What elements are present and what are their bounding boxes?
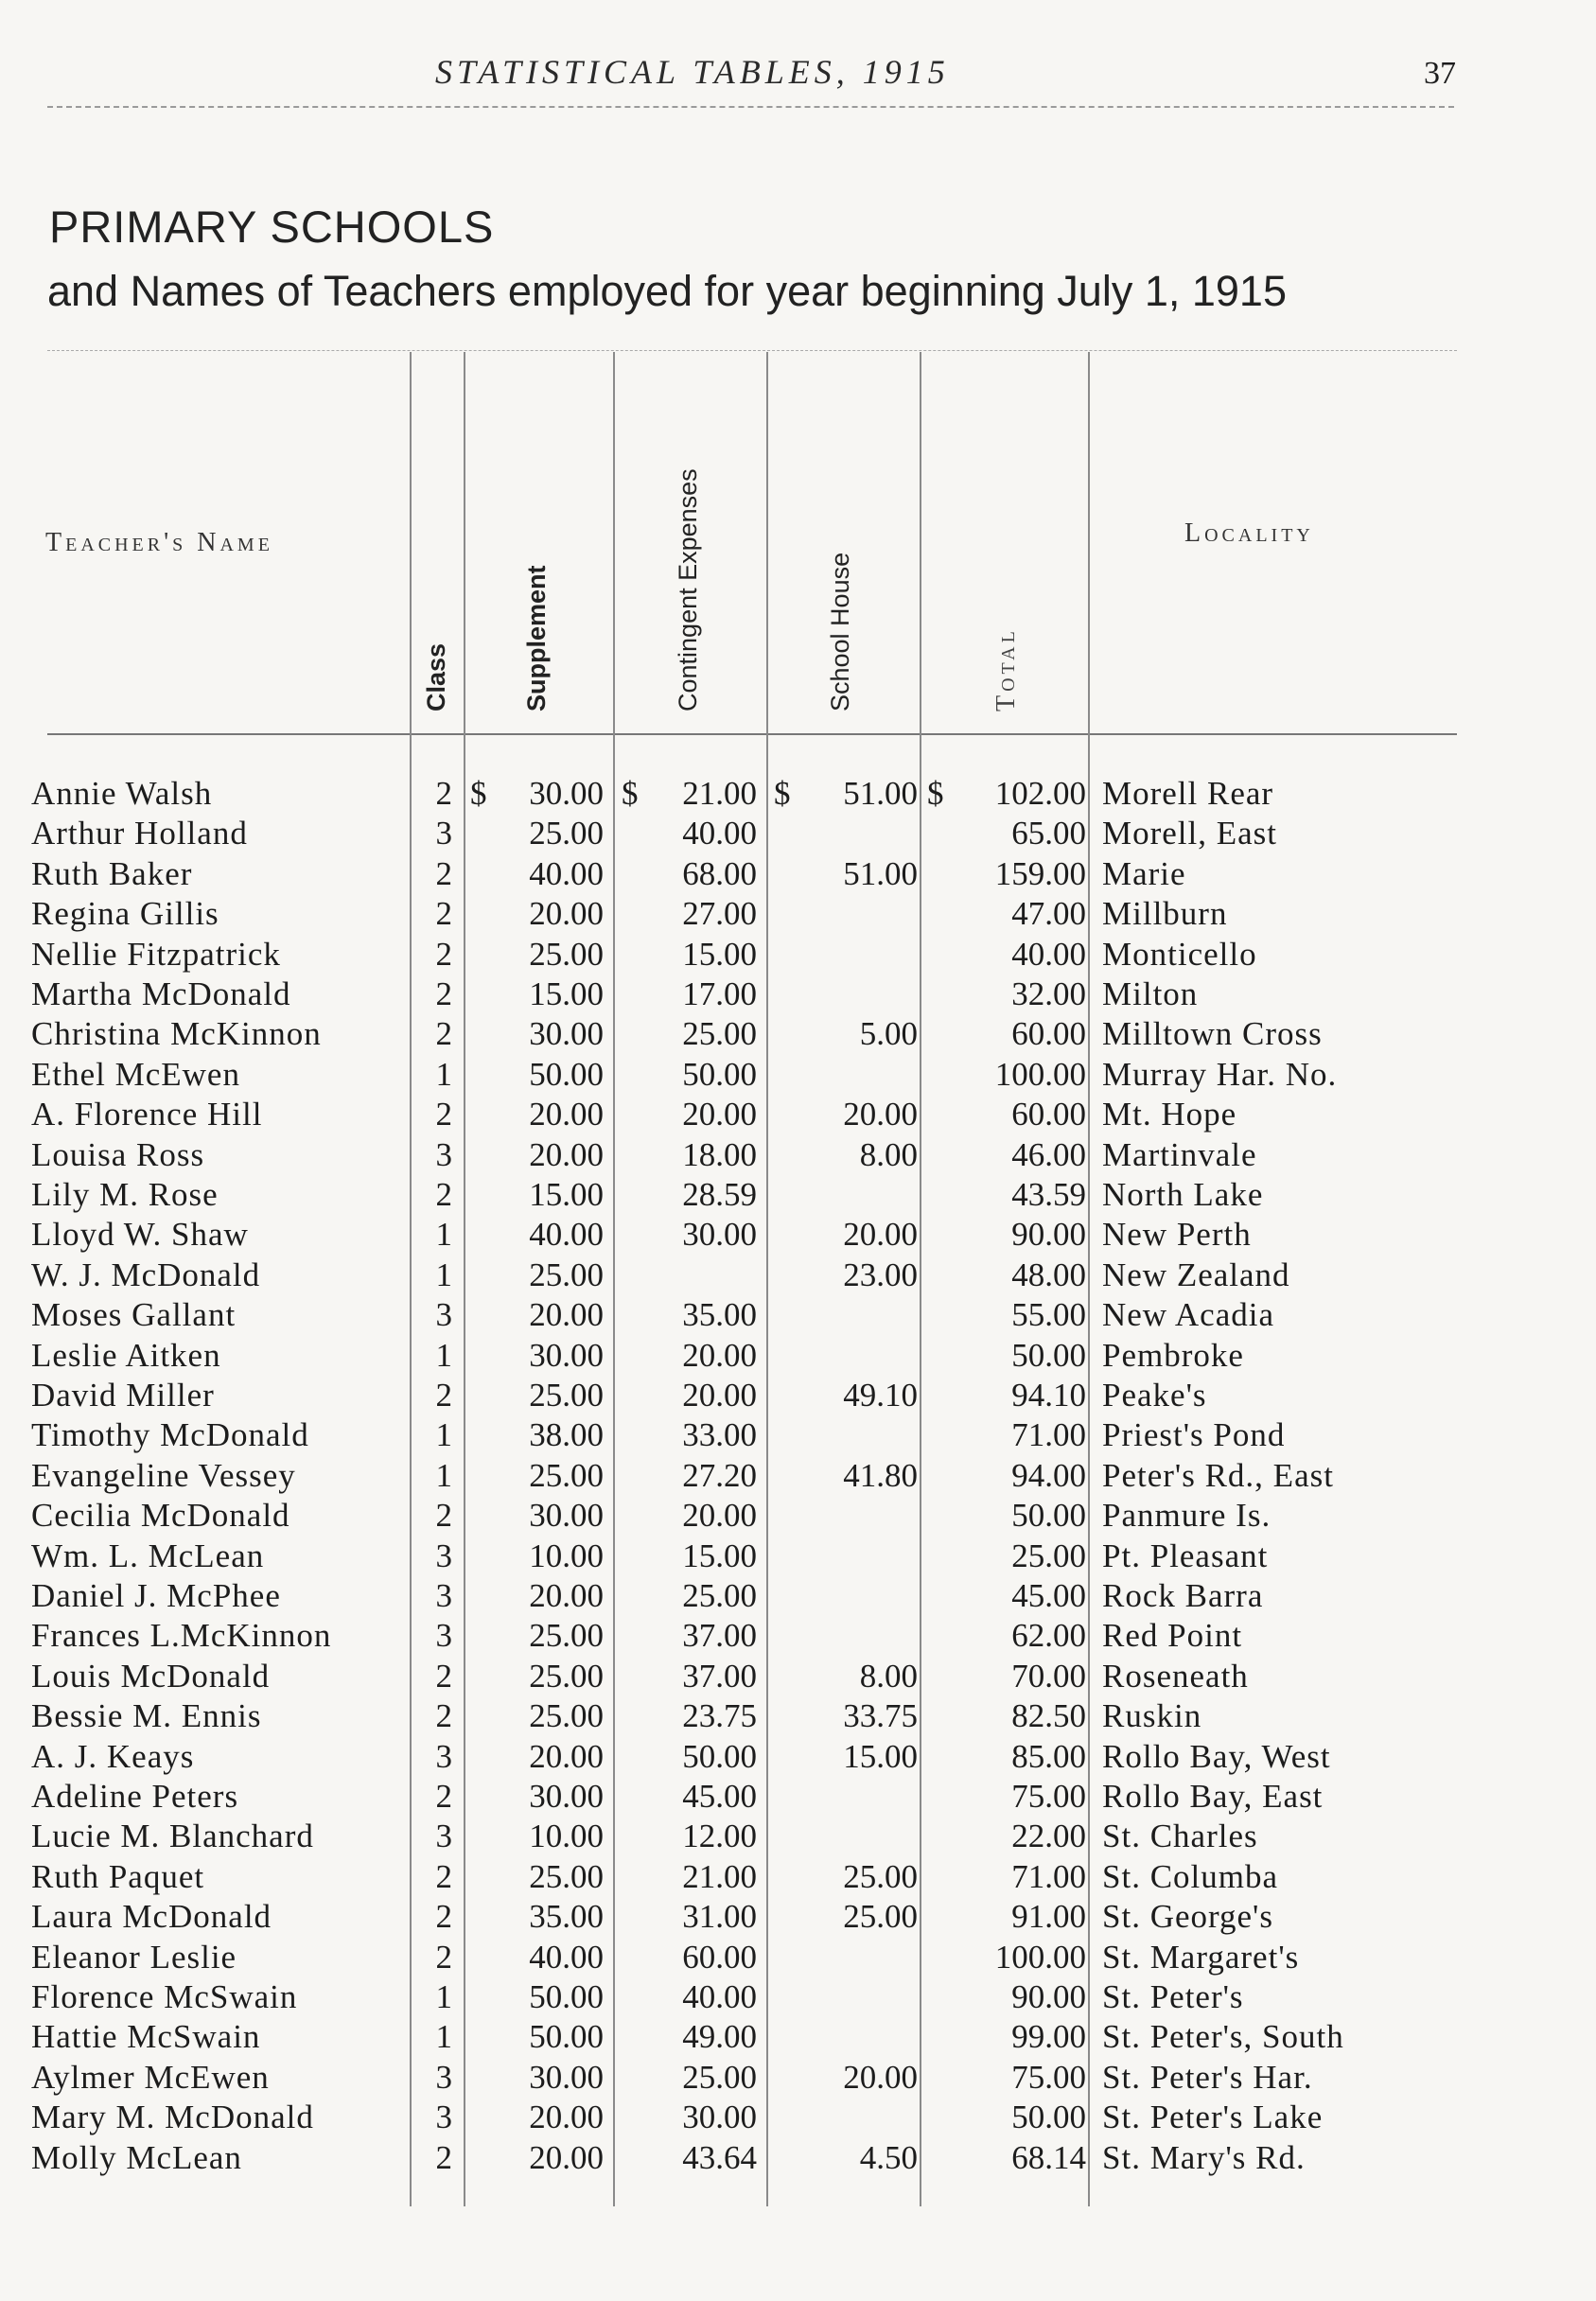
supplement-cell: 25.00 — [529, 1697, 604, 1735]
teacher-name-cell: Annie Walsh — [31, 775, 213, 812]
school-house-cell: 5.00 — [859, 1015, 918, 1053]
total-cell: 32.00 — [1011, 975, 1086, 1012]
school-house-cell: 25.00 — [843, 1898, 918, 1936]
class-cell: 2 — [435, 975, 452, 1012]
class-cell: 2 — [435, 1938, 452, 1976]
contingent-cell: 28.59 — [682, 1176, 757, 1213]
page-number: 37 — [1424, 56, 1456, 91]
supplement-cell: 20.00 — [529, 895, 604, 933]
currency-symbol: $ — [774, 775, 791, 812]
total-cell: 65.00 — [1011, 815, 1086, 852]
header-school-house: School House — [826, 552, 854, 711]
table-row — [0, 1616, 1596, 1656]
supplement-cell: 25.00 — [529, 1456, 604, 1494]
total-cell: 99.00 — [1011, 2018, 1086, 2056]
teacher-name-cell: David Miller — [31, 1377, 215, 1414]
locality-cell: Rollo Bay, East — [1102, 1778, 1324, 1815]
class-cell: 1 — [435, 1055, 452, 1093]
teacher-name-cell: Eleanor Leslie — [31, 1938, 237, 1976]
total-cell: 40.00 — [1011, 935, 1086, 973]
locality-cell: Milltown Cross — [1102, 1015, 1323, 1053]
locality-cell: Red Point — [1102, 1617, 1243, 1655]
class-cell: 3 — [435, 2058, 452, 2096]
teacher-name-cell: Evangeline Vessey — [31, 1456, 296, 1494]
class-cell: 3 — [435, 1818, 452, 1855]
locality-cell: North Lake — [1102, 1176, 1264, 1213]
page-title: PRIMARY SCHOOLS — [49, 202, 495, 252]
class-cell: 3 — [435, 815, 452, 852]
supplement-cell: 25.00 — [529, 1857, 604, 1895]
contingent-cell: 49.00 — [682, 2018, 757, 2056]
class-cell: 3 — [435, 1577, 452, 1614]
total-cell: 71.00 — [1011, 1416, 1086, 1454]
table-row — [0, 1256, 1596, 1295]
class-cell: 1 — [435, 1978, 452, 2015]
teacher-name-cell: Nellie Fitzpatrick — [31, 935, 281, 973]
class-cell: 3 — [435, 1537, 452, 1574]
table-row — [0, 1135, 1596, 1175]
teacher-name-cell: Timothy McDonald — [31, 1416, 309, 1454]
total-cell: 60.00 — [1011, 1015, 1086, 1053]
contingent-cell: 23.75 — [682, 1697, 757, 1735]
locality-cell: Milton — [1102, 975, 1199, 1012]
supplement-cell: 10.00 — [529, 1537, 604, 1574]
table-header-rule — [47, 733, 1457, 735]
total-cell: 25.00 — [1011, 1537, 1086, 1574]
table-row — [0, 1938, 1596, 1977]
school-house-cell: 20.00 — [843, 1216, 918, 1254]
table-row — [0, 814, 1596, 853]
class-cell: 3 — [435, 2099, 452, 2136]
supplement-cell: 40.00 — [529, 1216, 604, 1254]
table-row — [0, 1537, 1596, 1576]
teacher-name-cell: Lloyd W. Shaw — [31, 1216, 249, 1254]
class-cell: 2 — [435, 935, 452, 973]
table-row — [0, 975, 1596, 1014]
contingent-cell: 25.00 — [682, 1577, 757, 1614]
class-cell: 2 — [435, 775, 452, 812]
contingent-cell: 27.20 — [682, 1456, 757, 1494]
locality-cell: New Acadia — [1102, 1296, 1275, 1334]
school-house-cell: 23.00 — [843, 1256, 918, 1293]
contingent-cell: 27.00 — [682, 895, 757, 933]
table-row — [0, 1897, 1596, 1937]
class-cell: 2 — [435, 1096, 452, 1133]
supplement-cell: 30.00 — [529, 1778, 604, 1815]
supplement-cell: 50.00 — [529, 2018, 604, 2056]
contingent-cell: 33.00 — [682, 1416, 757, 1454]
supplement-cell: 25.00 — [529, 1377, 604, 1414]
teacher-name-cell: Adeline Peters — [31, 1778, 239, 1815]
table-row — [0, 935, 1596, 975]
total-cell: 102.00 — [994, 775, 1086, 812]
supplement-cell: 25.00 — [529, 1657, 604, 1695]
total-cell: 55.00 — [1011, 1296, 1086, 1334]
locality-cell: New Zealand — [1102, 1256, 1290, 1293]
supplement-cell: 20.00 — [529, 2099, 604, 2136]
class-cell: 1 — [435, 1256, 452, 1293]
school-house-cell: 8.00 — [859, 1657, 918, 1695]
locality-cell: St. Peter's, South — [1102, 2018, 1344, 2056]
supplement-cell: 50.00 — [529, 1055, 604, 1093]
table-row — [0, 1977, 1596, 2017]
table-row — [0, 854, 1596, 894]
class-cell: 3 — [435, 1737, 452, 1775]
teacher-name-cell: Martha McDonald — [31, 975, 291, 1012]
total-cell: 50.00 — [1011, 1497, 1086, 1535]
contingent-cell: 18.00 — [682, 1135, 757, 1173]
table-row — [0, 1175, 1596, 1215]
class-cell: 3 — [435, 1296, 452, 1334]
class-cell: 1 — [435, 1216, 452, 1254]
class-cell: 2 — [435, 895, 452, 933]
supplement-cell: 25.00 — [529, 815, 604, 852]
contingent-cell: 31.00 — [682, 1898, 757, 1936]
contingent-cell: 25.00 — [682, 1015, 757, 1053]
total-cell: 46.00 — [1011, 1135, 1086, 1173]
supplement-cell: 40.00 — [529, 1938, 604, 1976]
table-row — [0, 1696, 1596, 1736]
table-row — [0, 1014, 1596, 1054]
contingent-cell: 60.00 — [682, 1938, 757, 1976]
supplement-cell: 15.00 — [529, 975, 604, 1012]
header-rule — [47, 106, 1454, 108]
school-house-cell: 51.00 — [843, 775, 918, 812]
class-cell: 2 — [435, 854, 452, 892]
teacher-name-cell: Arthur Holland — [31, 815, 248, 852]
school-house-cell: 41.80 — [843, 1456, 918, 1494]
teacher-name-cell: Moses Gallant — [31, 1296, 237, 1334]
locality-cell: St. Peter's Lake — [1102, 2099, 1324, 2136]
locality-cell: Martinvale — [1102, 1135, 1257, 1173]
teacher-name-cell: Leslie Aitken — [31, 1336, 221, 1374]
table-row — [0, 894, 1596, 934]
total-cell: 47.00 — [1011, 895, 1086, 933]
contingent-cell: 20.00 — [682, 1497, 757, 1535]
header-supplement: Supplement — [522, 565, 551, 711]
locality-cell: Marie — [1102, 854, 1186, 892]
supplement-cell: 30.00 — [529, 775, 604, 812]
table-row — [0, 1055, 1596, 1095]
supplement-cell: 10.00 — [529, 1818, 604, 1855]
total-cell: 159.00 — [994, 854, 1086, 892]
total-cell: 60.00 — [1011, 1096, 1086, 1133]
total-cell: 68.14 — [1011, 2138, 1086, 2176]
teacher-name-cell: Wm. L. McLean — [31, 1537, 265, 1574]
teacher-name-cell: W. J. McDonald — [31, 1256, 261, 1293]
currency-symbol: $ — [470, 775, 487, 812]
contingent-cell: 17.00 — [682, 975, 757, 1012]
teacher-name-cell: Molly McLean — [31, 2138, 242, 2176]
total-cell: 43.59 — [1011, 1176, 1086, 1213]
teacher-name-cell: Louisa Ross — [31, 1135, 205, 1173]
table-row — [0, 774, 1596, 814]
table-row — [0, 1496, 1596, 1536]
total-cell: 48.00 — [1011, 1256, 1086, 1293]
teacher-name-cell: A. J. Keays — [31, 1737, 195, 1775]
total-cell: 71.00 — [1011, 1857, 1086, 1895]
locality-cell: Morell Rear — [1102, 775, 1274, 812]
supplement-cell: 40.00 — [529, 854, 604, 892]
locality-cell: St. Mary's Rd. — [1102, 2138, 1306, 2176]
teacher-name-cell: Ruth Baker — [31, 854, 193, 892]
school-house-cell: 4.50 — [859, 2138, 918, 2176]
teacher-name-cell: Christina McKinnon — [31, 1015, 322, 1053]
contingent-cell: 30.00 — [682, 2099, 757, 2136]
supplement-cell: 25.00 — [529, 1256, 604, 1293]
school-house-cell: 49.10 — [843, 1377, 918, 1414]
running-header — [0, 52, 1596, 99]
supplement-cell: 20.00 — [529, 1096, 604, 1133]
table-row — [0, 1336, 1596, 1376]
table-row — [0, 1415, 1596, 1455]
school-house-cell: 51.00 — [843, 854, 918, 892]
currency-symbol: $ — [927, 775, 944, 812]
table-row — [0, 1857, 1596, 1897]
table-row — [0, 2098, 1596, 2137]
contingent-cell: 35.00 — [682, 1296, 757, 1334]
teacher-name-cell: Lily M. Rose — [31, 1176, 219, 1213]
table-top-rule — [47, 350, 1457, 351]
contingent-cell: 21.00 — [682, 1857, 757, 1895]
class-cell: 3 — [435, 1135, 452, 1173]
contingent-cell: 40.00 — [682, 815, 757, 852]
locality-cell: Roseneath — [1102, 1657, 1249, 1695]
total-cell: 70.00 — [1011, 1657, 1086, 1695]
teacher-name-cell: Ruth Paquet — [31, 1857, 205, 1895]
class-cell: 2 — [435, 1657, 452, 1695]
locality-cell: St. Margaret's — [1102, 1938, 1300, 1976]
header-teacher-name: Teacher's Name — [45, 528, 273, 557]
total-cell: 90.00 — [1011, 1216, 1086, 1254]
class-cell: 2 — [435, 1377, 452, 1414]
school-house-cell: 20.00 — [843, 2058, 918, 2096]
table-row — [0, 2138, 1596, 2178]
class-cell: 2 — [435, 1778, 452, 1815]
contingent-cell: 20.00 — [682, 1336, 757, 1374]
locality-cell: Peter's Rd., East — [1102, 1456, 1334, 1494]
total-cell: 90.00 — [1011, 1978, 1086, 2015]
contingent-cell: 50.00 — [682, 1055, 757, 1093]
contingent-cell: 40.00 — [682, 1978, 757, 2015]
page-subtitle: and Names of Teachers employed for year beginning July 1, 1915 — [47, 267, 1287, 315]
class-cell: 3 — [435, 1617, 452, 1655]
running-title: STATISTICAL TABLES, 1915 — [435, 53, 950, 91]
supplement-cell: 30.00 — [529, 1015, 604, 1053]
locality-cell: Rock Barra — [1102, 1577, 1264, 1614]
total-cell: 45.00 — [1011, 1577, 1086, 1614]
class-cell: 2 — [435, 1176, 452, 1213]
total-cell: 100.00 — [994, 1938, 1086, 1976]
contingent-cell: 50.00 — [682, 1737, 757, 1775]
supplement-cell: 25.00 — [529, 935, 604, 973]
total-cell: 75.00 — [1011, 1778, 1086, 1815]
supplement-cell: 20.00 — [529, 1296, 604, 1334]
locality-cell: Ruskin — [1102, 1697, 1202, 1735]
contingent-cell: 12.00 — [682, 1818, 757, 1855]
teacher-name-cell: Florence McSwain — [31, 1978, 298, 2015]
locality-cell: St. Columba — [1102, 1857, 1279, 1895]
table-row — [0, 1777, 1596, 1817]
supplement-cell: 25.00 — [529, 1617, 604, 1655]
total-cell: 22.00 — [1011, 1818, 1086, 1855]
locality-cell: Rollo Bay, West — [1102, 1737, 1331, 1775]
supplement-cell: 15.00 — [529, 1176, 604, 1213]
teacher-name-cell: Bessie M. Ennis — [31, 1697, 262, 1735]
contingent-cell: 45.00 — [682, 1778, 757, 1815]
table-row — [0, 1817, 1596, 1856]
school-house-cell: 20.00 — [843, 1096, 918, 1133]
contingent-cell: 15.00 — [682, 1537, 757, 1574]
table-row — [0, 1576, 1596, 1616]
teacher-name-cell: Laura McDonald — [31, 1898, 272, 1936]
total-cell: 50.00 — [1011, 2099, 1086, 2136]
table-row — [0, 1295, 1596, 1335]
locality-cell: Pembroke — [1102, 1336, 1244, 1374]
table-row — [0, 1657, 1596, 1696]
currency-symbol: $ — [622, 775, 639, 812]
contingent-cell: 20.00 — [682, 1096, 757, 1133]
total-cell: 62.00 — [1011, 1617, 1086, 1655]
school-house-cell: 15.00 — [843, 1737, 918, 1775]
locality-cell: St. Peter's Har. — [1102, 2058, 1313, 2096]
class-cell: 1 — [435, 2018, 452, 2056]
contingent-cell: 37.00 — [682, 1657, 757, 1695]
locality-cell: Pt. Pleasant — [1102, 1537, 1269, 1574]
header-locality: Locality — [1184, 518, 1314, 548]
supplement-cell: 50.00 — [529, 1978, 604, 2015]
contingent-cell: 25.00 — [682, 2058, 757, 2096]
locality-cell: Murray Har. No. — [1102, 1055, 1338, 1093]
contingent-cell: 68.00 — [682, 854, 757, 892]
supplement-cell: 38.00 — [529, 1416, 604, 1454]
locality-cell: Peake's — [1102, 1377, 1207, 1414]
teacher-name-cell: Daniel J. McPhee — [31, 1577, 281, 1614]
teacher-name-cell: Frances L.McKinnon — [31, 1617, 332, 1655]
locality-cell: Panmure Is. — [1102, 1497, 1272, 1535]
total-cell: 94.00 — [1011, 1456, 1086, 1494]
teacher-name-cell: A. Florence Hill — [31, 1096, 263, 1133]
supplement-cell: 30.00 — [529, 2058, 604, 2096]
total-cell: 91.00 — [1011, 1898, 1086, 1936]
class-cell: 2 — [435, 1898, 452, 1936]
supplement-cell: 30.00 — [529, 1336, 604, 1374]
supplement-cell: 20.00 — [529, 1135, 604, 1173]
table-row — [0, 1215, 1596, 1255]
locality-cell: New Perth — [1102, 1216, 1252, 1254]
contingent-cell: 37.00 — [682, 1617, 757, 1655]
table-row — [0, 1095, 1596, 1134]
supplement-cell: 20.00 — [529, 1737, 604, 1775]
total-cell: 100.00 — [994, 1055, 1086, 1093]
school-house-cell: 33.75 — [843, 1697, 918, 1735]
class-cell: 1 — [435, 1456, 452, 1494]
teacher-name-cell: Regina Gillis — [31, 895, 219, 933]
total-cell: 50.00 — [1011, 1336, 1086, 1374]
table-row — [0, 2017, 1596, 2057]
class-cell: 2 — [435, 1857, 452, 1895]
table-row — [0, 1737, 1596, 1777]
class-cell: 1 — [435, 1336, 452, 1374]
table-row — [0, 1376, 1596, 1415]
teacher-name-cell: Ethel McEwen — [31, 1055, 240, 1093]
teacher-name-cell: Lucie M. Blanchard — [31, 1818, 314, 1855]
class-cell: 2 — [435, 2138, 452, 2176]
supplement-cell: 20.00 — [529, 1577, 604, 1614]
locality-cell: St. Peter's — [1102, 1978, 1244, 2015]
teacher-name-cell: Aylmer McEwen — [31, 2058, 270, 2096]
teacher-name-cell: Mary M. McDonald — [31, 2099, 314, 2136]
teacher-name-cell: Hattie McSwain — [31, 2018, 261, 2056]
locality-cell: St. Charles — [1102, 1818, 1258, 1855]
class-cell: 1 — [435, 1416, 452, 1454]
header-contingent-expenses: Contingent Expenses — [674, 468, 702, 711]
header-total: Total — [991, 627, 1021, 711]
total-cell: 82.50 — [1011, 1697, 1086, 1735]
locality-cell: Morell, East — [1102, 815, 1278, 852]
class-cell: 2 — [435, 1015, 452, 1053]
locality-cell: Priest's Pond — [1102, 1416, 1286, 1454]
contingent-cell: 20.00 — [682, 1377, 757, 1414]
supplement-cell: 20.00 — [529, 2138, 604, 2176]
contingent-cell: 21.00 — [682, 775, 757, 812]
class-cell: 2 — [435, 1497, 452, 1535]
locality-cell: Mt. Hope — [1102, 1096, 1237, 1133]
supplement-cell: 30.00 — [529, 1497, 604, 1535]
total-cell: 75.00 — [1011, 2058, 1086, 2096]
teacher-name-cell: Cecilia McDonald — [31, 1497, 290, 1535]
locality-cell: St. George's — [1102, 1898, 1273, 1936]
class-cell: 2 — [435, 1697, 452, 1735]
school-house-cell: 25.00 — [843, 1857, 918, 1895]
total-cell: 85.00 — [1011, 1737, 1086, 1775]
teacher-name-cell: Louis McDonald — [31, 1657, 271, 1695]
contingent-cell: 30.00 — [682, 1216, 757, 1254]
school-house-cell: 8.00 — [859, 1135, 918, 1173]
total-cell: 94.10 — [1011, 1377, 1086, 1414]
locality-cell: Monticello — [1102, 935, 1257, 973]
table-row — [0, 2058, 1596, 2098]
supplement-cell: 35.00 — [529, 1898, 604, 1936]
contingent-cell: 43.64 — [682, 2138, 757, 2176]
table-row — [0, 1456, 1596, 1496]
locality-cell: Millburn — [1102, 895, 1228, 933]
contingent-cell: 15.00 — [682, 935, 757, 973]
header-class: Class — [422, 642, 450, 711]
